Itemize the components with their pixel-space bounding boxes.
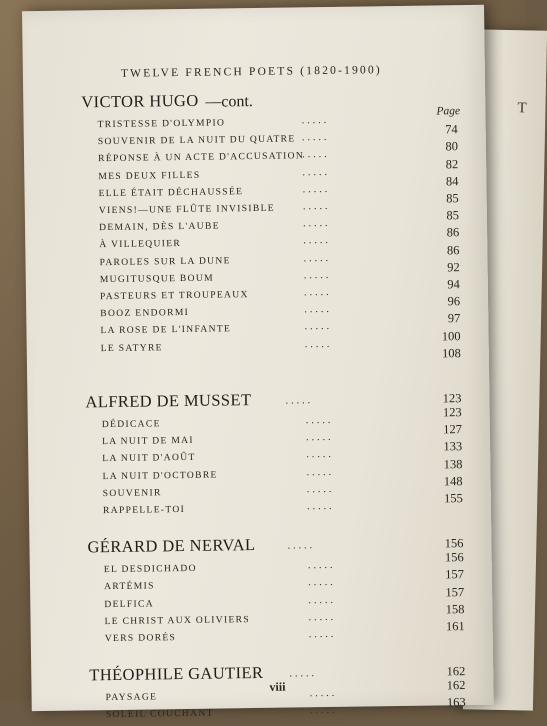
poem-title: À VILLEQUIER: [99, 238, 182, 251]
poet-name: VICTOR HUGO: [81, 90, 199, 112]
poem-title: LA ROSE DE L'INFANTE: [100, 323, 232, 337]
leader-dots: . . . . .: [302, 217, 328, 230]
poem-page-number: 85: [446, 208, 460, 223]
poem-title: LA NUIT DE MAI: [101, 435, 194, 448]
leader-dots: . . . . .: [301, 148, 327, 161]
poem-page-number: 155: [444, 491, 463, 506]
leader-dots: . . . . .: [303, 285, 329, 299]
leader-dots: . . . . .: [303, 268, 329, 282]
leader-dots: . . . . .: [304, 320, 330, 333]
poem-page-number: 92: [447, 259, 460, 275]
poem-page-number: 161: [445, 619, 465, 634]
poem-page-number: 138: [443, 456, 463, 471]
leader-dots: . . . . .: [305, 431, 331, 444]
leader-dots: . . . . .: [306, 499, 332, 513]
leader-dots: . . . . .: [289, 667, 315, 680]
poem-page-number: 157: [445, 567, 465, 582]
leader-dots: . . . . .: [306, 482, 332, 496]
poem-page-number: 157: [445, 584, 465, 599]
poem-page-number: 156: [444, 550, 464, 565]
poem-title: DÉDICACE: [101, 418, 161, 431]
facing-page-letter: T: [517, 100, 527, 117]
leader-dots: . . . . .: [287, 539, 313, 552]
poet-name: THÉOPHILE GAUTIER: [89, 663, 264, 685]
poem-title: RAPPELLE-TOI: [102, 503, 186, 517]
poem-page-number: 94: [447, 277, 460, 292]
leader-dots: . . . . .: [302, 182, 328, 196]
book-page: [22, 5, 494, 721]
poem-page-number: 163: [446, 695, 466, 710]
leader-dots: . . . . .: [308, 627, 334, 641]
poem-page-number: 162: [446, 678, 466, 693]
poem-page-number: 86: [446, 225, 460, 240]
leader-dots: . . . . .: [301, 131, 327, 144]
continued-label: —cont.: [205, 93, 253, 111]
leader-dots: . . . . .: [309, 704, 335, 717]
poem-page-number: 84: [445, 173, 459, 189]
leader-dots: . . . . .: [304, 337, 330, 350]
leader-dots: . . . . .: [305, 413, 331, 427]
leader-dots: . . . . .: [301, 113, 327, 127]
poet-page-number: 156: [444, 536, 464, 551]
poet-page-number: 162: [446, 664, 466, 679]
leader-dots: . . . . .: [302, 199, 328, 213]
poem-page-number: 133: [443, 439, 463, 454]
poem-title: ARTÉMIS: [103, 580, 155, 593]
leader-dots: . . . . .: [308, 593, 334, 606]
leader-dots: . . . . .: [306, 465, 332, 478]
page-folio: viii: [269, 679, 286, 694]
poem-title: DELFICA: [104, 598, 154, 610]
poem-page-number: 97: [447, 311, 461, 326]
poem-page-number: 123: [442, 405, 462, 420]
poet-name: ALFRED DE MUSSET: [85, 390, 252, 412]
poem-title: PAROLES SUR LA DUNE: [99, 254, 231, 268]
leader-dots: . . . . .: [303, 251, 329, 264]
poem-title: BOOZ ENDORMI: [100, 307, 190, 320]
poem-title: MUGITUSQUE BOUM: [99, 272, 214, 285]
poem-title: EL DESDICHADO: [103, 563, 197, 576]
poem-page-number: 80: [445, 139, 459, 154]
poet-name: GÉRARD DE NERVAL: [87, 535, 256, 557]
poem-title: LE CHRIST AUX OLIVIERS: [104, 613, 251, 627]
poem-title: LA NUIT D'AOÛT: [102, 452, 196, 465]
leader-dots: . . . . .: [307, 559, 333, 572]
running-head: TWELVE FRENCH POETS (1820-1900): [120, 64, 383, 80]
poem-title: VIENS!—UNE FLÛTE INVISIBLE: [98, 202, 275, 217]
poem-title: MES DEUX FILLES: [98, 169, 201, 182]
leader-dots: . . . . .: [309, 687, 335, 700]
poet-page-number: 123: [442, 391, 462, 406]
leader-dots: . . . . .: [302, 165, 328, 178]
leader-dots: . . . . .: [308, 610, 334, 624]
poem-page-number: 158: [445, 601, 465, 617]
poem-title: TRISTESSE D'OLYMPIO: [97, 117, 226, 131]
poem-page-number: 100: [441, 328, 461, 343]
leader-dots: . . . . .: [285, 394, 311, 407]
poem-title: PAYSAGE: [105, 691, 158, 704]
poem-title: SOUVENIR DE LA NUIT DU QUATRE: [97, 133, 296, 148]
poem-page-number: 108: [441, 345, 461, 361]
leader-dots: . . . . .: [303, 234, 329, 247]
poem-title: LE SATYRE: [100, 341, 163, 354]
leader-dots: . . . . .: [304, 303, 330, 316]
poem-title: DEMAIN, DÈS L'AUBE: [98, 220, 220, 234]
poem-title: PASTEURS ET TROUPEAUX: [99, 289, 249, 303]
leader-dots: . . . . .: [307, 576, 333, 589]
poem-page-number: 86: [446, 242, 460, 257]
poem-title: RÉPONSE À UN ACTE D'ACCUSATION: [98, 150, 305, 165]
poem-title: VERS DORÉS: [104, 632, 177, 645]
leader-dots: . . . . .: [306, 448, 332, 461]
poem-page-number: 127: [443, 422, 463, 437]
poem-page-number: 85: [446, 191, 459, 206]
poem-page-number: 148: [443, 473, 463, 489]
poem-page-number: 96: [447, 294, 461, 309]
poem-page-number: 74: [445, 122, 458, 137]
page-column-label: Page: [436, 105, 461, 118]
poem-title: LA NUIT D'OCTOBRE: [102, 469, 218, 482]
poem-title: SOLEIL COUCHANT: [105, 708, 214, 721]
poem-page-number: 82: [445, 156, 459, 171]
poem-title: SOUVENIR: [102, 487, 162, 499]
poem-title: ELLE ÉTAIT DÉCHAUSSÉE: [98, 185, 244, 199]
